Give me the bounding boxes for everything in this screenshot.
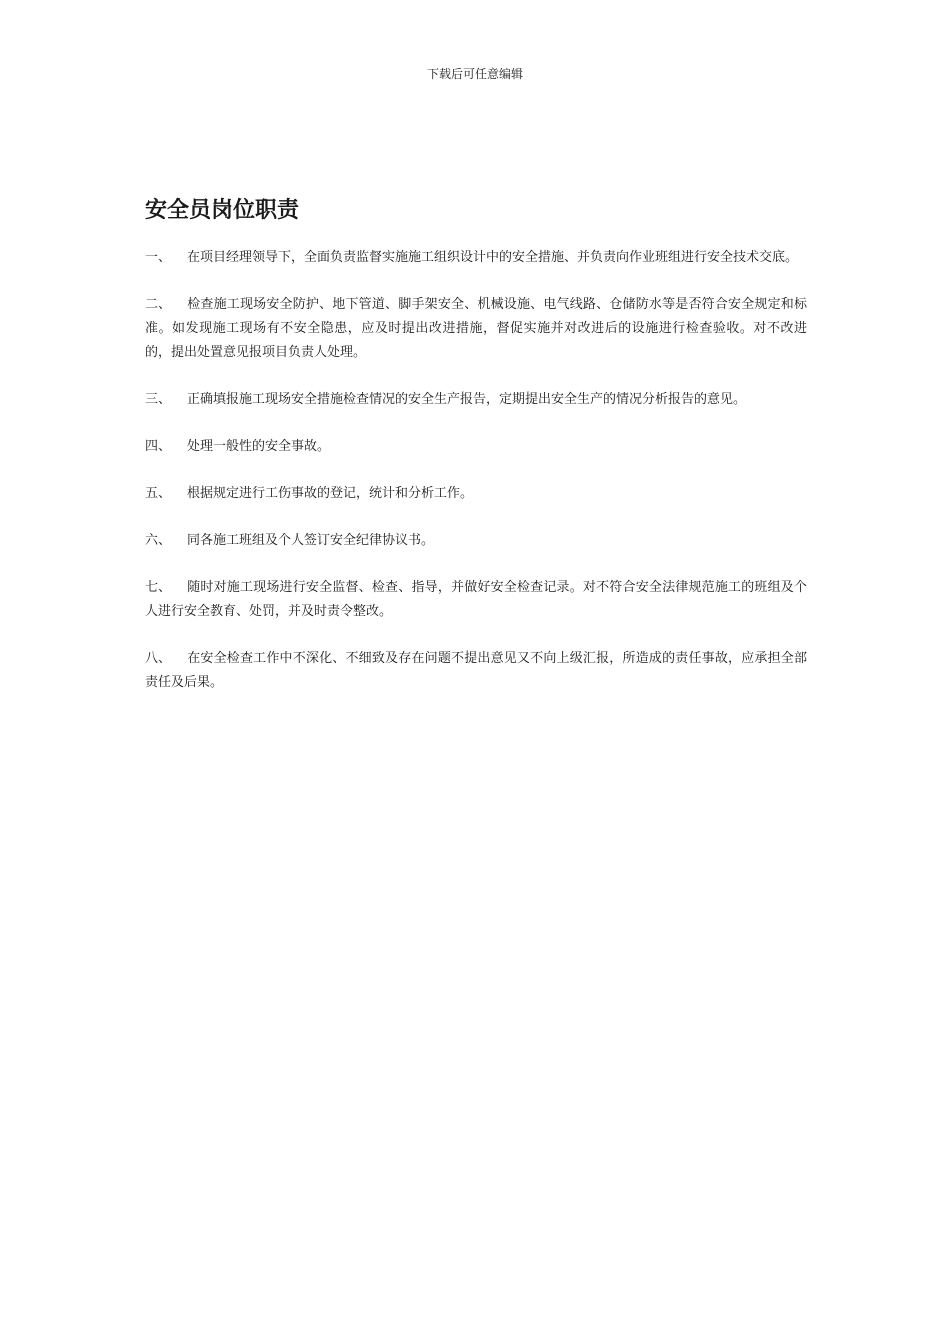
duty-text: 根据规定进行工伤事故的登记，统计和分析工作。	[187, 486, 474, 501]
duty-item-3	[145, 388, 807, 412]
duty-item-1	[145, 246, 807, 270]
duty-item-5	[145, 482, 807, 506]
duty-text: 检查施工现场安全防护、地下管道、脚手架安全、机械设施、电气线路、仓储防水等是否符合安全规定和标准。如发现施工现场有不安全隐患，应及时提出改进措施，督促实施并对改进后的设施进行检查验收。对不改进的，提出处置意见报项目负责人处理。	[145, 297, 807, 360]
duty-number: 二、	[145, 297, 172, 312]
duty-number: 八、	[145, 651, 172, 666]
duty-text: 正确填报施工现场安全措施检查情况的安全生产报告，定期提出安全生产的情况分析报告的意见。	[187, 392, 747, 407]
duty-item-2	[145, 293, 807, 365]
page-header-note: 下载后可任意编辑	[426, 67, 523, 81]
duty-item-6	[145, 529, 807, 553]
duty-item-8	[145, 647, 807, 695]
duty-text: 同各施工班组及个人签订安全纪律协议书。	[187, 533, 435, 548]
duty-number: 三、	[145, 392, 172, 407]
duty-number: 五、	[145, 486, 172, 501]
document-title: 安全员岗位职责	[145, 198, 300, 223]
duty-item-7	[145, 576, 807, 624]
duty-text: 处理一般性的安全事故。	[187, 439, 331, 454]
duty-number: 四、	[145, 439, 172, 454]
duty-item-4	[145, 435, 807, 459]
duty-number: 一、	[145, 250, 172, 265]
duty-number: 六、	[145, 533, 172, 548]
duty-text: 在项目经理领导下，全面负责监督实施施工组织设计中的安全措施、并负责向作业班组进行安全技术交底。	[187, 250, 799, 265]
duties-list	[145, 246, 807, 718]
duty-text: 在安全检查工作中不深化、不细致及存在问题不提出意见又不向上级汇报，所造成的责任事故，应承担全部责任及后果。	[145, 651, 807, 690]
duty-number: 七、	[145, 580, 172, 595]
duty-text: 随时对施工现场进行安全监督、检查、指导，并做好安全检查记录。对不符合安全法律规范施工的班组及个人进行安全教育、处罚，并及时责令整改。	[145, 580, 807, 619]
